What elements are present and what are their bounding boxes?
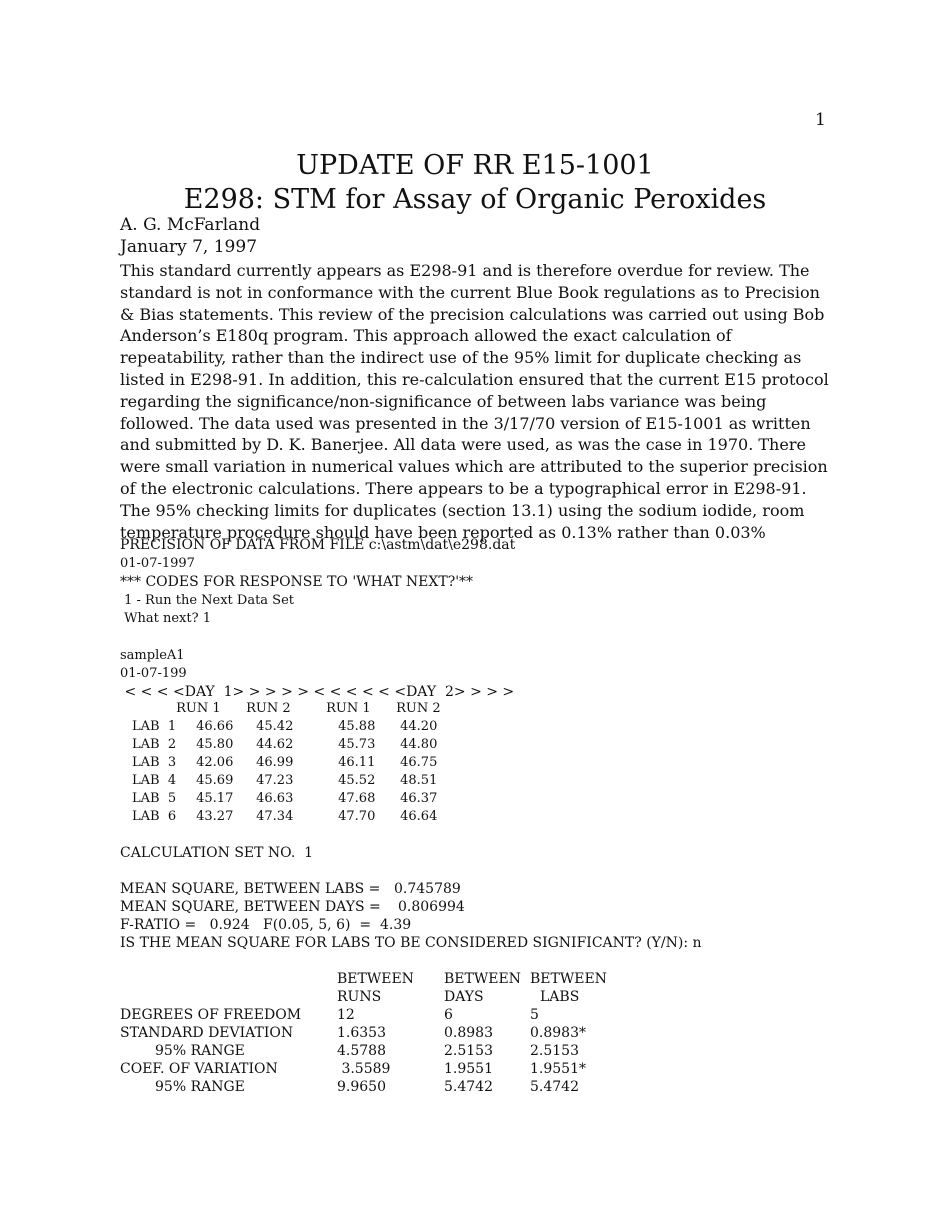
cell: 45.52 (338, 773, 376, 788)
stats-header: DAYS (444, 989, 484, 1005)
cell: 46.11 (338, 755, 376, 770)
ms-days-label: MEAN SQUARE, BETWEEN DAYS = (120, 899, 381, 915)
cell: 9.9650 (337, 1079, 386, 1095)
cell: 48.51 (400, 773, 438, 788)
cell: 44.20 (400, 719, 438, 734)
page-number: 1 (815, 110, 826, 130)
cell: 5 (530, 1007, 539, 1023)
lab-label: LAB 1 (132, 719, 177, 734)
cell: 47.34 (256, 809, 294, 824)
cell: 46.64 (400, 809, 438, 824)
table-row (120, 1007, 620, 1025)
stats-label: 95% RANGE (155, 1079, 245, 1095)
cell: 46.75 (400, 755, 438, 770)
cell: 1.9551* (530, 1061, 586, 1077)
table-row (120, 1061, 620, 1079)
cell: 6 (444, 1007, 453, 1023)
cell: 42.06 (196, 755, 234, 770)
what-next-line: What next? 1 (120, 611, 211, 626)
cell: 1.6353 (337, 1025, 386, 1041)
run-data-table (128, 701, 466, 827)
stats-header: BETWEEN (530, 971, 607, 987)
document-title: UPDATE OF RR E15-1001 (296, 150, 654, 181)
cell: 46.63 (256, 791, 294, 806)
table-row (128, 755, 466, 773)
lab-label: LAB 3 (132, 755, 177, 770)
cell: 45.42 (256, 719, 294, 734)
stats-label: STANDARD DEVIATION (120, 1025, 294, 1041)
cell: 46.99 (256, 755, 294, 770)
cell: 12 (337, 1007, 355, 1023)
cell: 0.8983 (444, 1025, 493, 1041)
cell: 47.68 (338, 791, 376, 806)
table-row (120, 1043, 620, 1061)
sample-date: 01-07-199 (120, 666, 187, 681)
stats-header: LABS (540, 989, 580, 1005)
stats-header: RUNS (337, 989, 382, 1005)
precision-stats-table (120, 971, 620, 1097)
table-row (120, 1025, 620, 1043)
author: A. G. McFarland (120, 215, 261, 235)
cell: 5.4742 (530, 1079, 579, 1095)
cell: 47.23 (256, 773, 294, 788)
stats-header-row (120, 989, 620, 1007)
cell: 44.62 (256, 737, 294, 752)
table-row (120, 1079, 620, 1097)
cell: 45.88 (338, 719, 376, 734)
significance-question: IS THE MEAN SQUARE FOR LABS TO BE CONSIDERED SIGNIFICANT? (Y/N): n (120, 935, 702, 951)
cell: 46.37 (400, 791, 438, 806)
ms-days-value: 0.806994 (398, 899, 465, 915)
cell: 47.70 (338, 809, 376, 824)
cell: 46.66 (196, 719, 234, 734)
cell: 4.5788 (337, 1043, 386, 1059)
printout-date: 01-07-1997 (120, 556, 195, 571)
stats-label: DEGREES OF FREEDOM (120, 1007, 302, 1023)
table-row (128, 773, 466, 791)
lab-label: LAB 4 (132, 773, 177, 788)
f-ratio: F-RATIO = 0.924 F(0.05, 5, 6) = 4.39 (120, 917, 412, 933)
cell: 2.5153 (530, 1043, 579, 1059)
document-subtitle: E298: STM for Assay of Organic Peroxides (183, 184, 767, 215)
stats-header: BETWEEN (337, 971, 414, 987)
ms-labs-label: MEAN SQUARE, BETWEEN LABS = (120, 881, 381, 897)
precision-line: PRECISION OF DATA FROM FILE c:\astm\dat\e298.dat (120, 537, 516, 553)
cell: 5.4742 (444, 1079, 493, 1095)
lab-label: LAB 2 (132, 737, 177, 752)
lab-label: LAB 5 (132, 791, 177, 806)
body-paragraph: This standard currently appears as E298-91 and is therefore overdue for review. The standard is not in conformance with the current Blue Book regulations as to Precision & Bias statements. This review of the precision calculations was carried out using Bob Anderson’s E180q program. This approach allowed the exact calculation of repeatability, rather than the indirect use of the 95% limit for duplicate checking as listed in E298-91. In addition, this re-calculation ensured that the current E15 protocol regarding the significance/non-significance of between labs variance was being followed. The data used was presented in the 3/17/70 version of E15-1001 as written and submitted by D. K. Banerjee. All data were used, as was the case in 1970. There were small variation in numerical values which are attributed to the superior precision of the electronic calculations. There appears to be a typographical error in E298-91. The 95% checking limits for duplicates (section 13.1) using the sodium iodide, room temperature procedure should have been reported as 0.13% rather than 0.03% (120, 261, 829, 542)
cell: 1.9551 (444, 1061, 493, 1077)
lab-label: LAB 6 (132, 809, 177, 824)
document-date: January 7, 1997 (120, 237, 258, 257)
cell: 45.73 (338, 737, 376, 752)
cell: 45.80 (196, 737, 234, 752)
day-header: < < < <DAY 1> > > > > < < < < < <DAY 2> > > > (120, 684, 515, 700)
run-header: RUN 2 (396, 701, 441, 716)
run-header: RUN 1 (176, 701, 221, 716)
calculation-set: CALCULATION SET NO. 1 (120, 845, 314, 861)
table-row (128, 809, 466, 827)
option-line: 1 - Run the Next Data Set (120, 593, 295, 608)
stats-header-row (120, 971, 620, 989)
codes-line: *** CODES FOR RESPONSE TO 'WHAT NEXT?'** (120, 574, 474, 590)
cell: 43.27 (196, 809, 234, 824)
run-header: RUN 1 (326, 701, 371, 716)
cell: 44.80 (400, 737, 438, 752)
cell: 2.5153 (444, 1043, 493, 1059)
cell: 45.69 (196, 773, 234, 788)
table-row (128, 737, 466, 755)
stats-label: COEF. OF VARIATION (120, 1061, 278, 1077)
cell: 0.8983* (530, 1025, 586, 1041)
run-header: RUN 2 (246, 701, 291, 716)
sample-name: sampleA1 (120, 648, 185, 663)
cell: 45.17 (196, 791, 234, 806)
cell: 3.5589 (337, 1061, 391, 1077)
ms-labs-value: 0.745789 (394, 881, 461, 897)
table-row (128, 719, 466, 737)
run-header-row (128, 701, 466, 719)
stats-label: 95% RANGE (155, 1043, 245, 1059)
table-row (128, 791, 466, 809)
stats-header: BETWEEN (444, 971, 521, 987)
